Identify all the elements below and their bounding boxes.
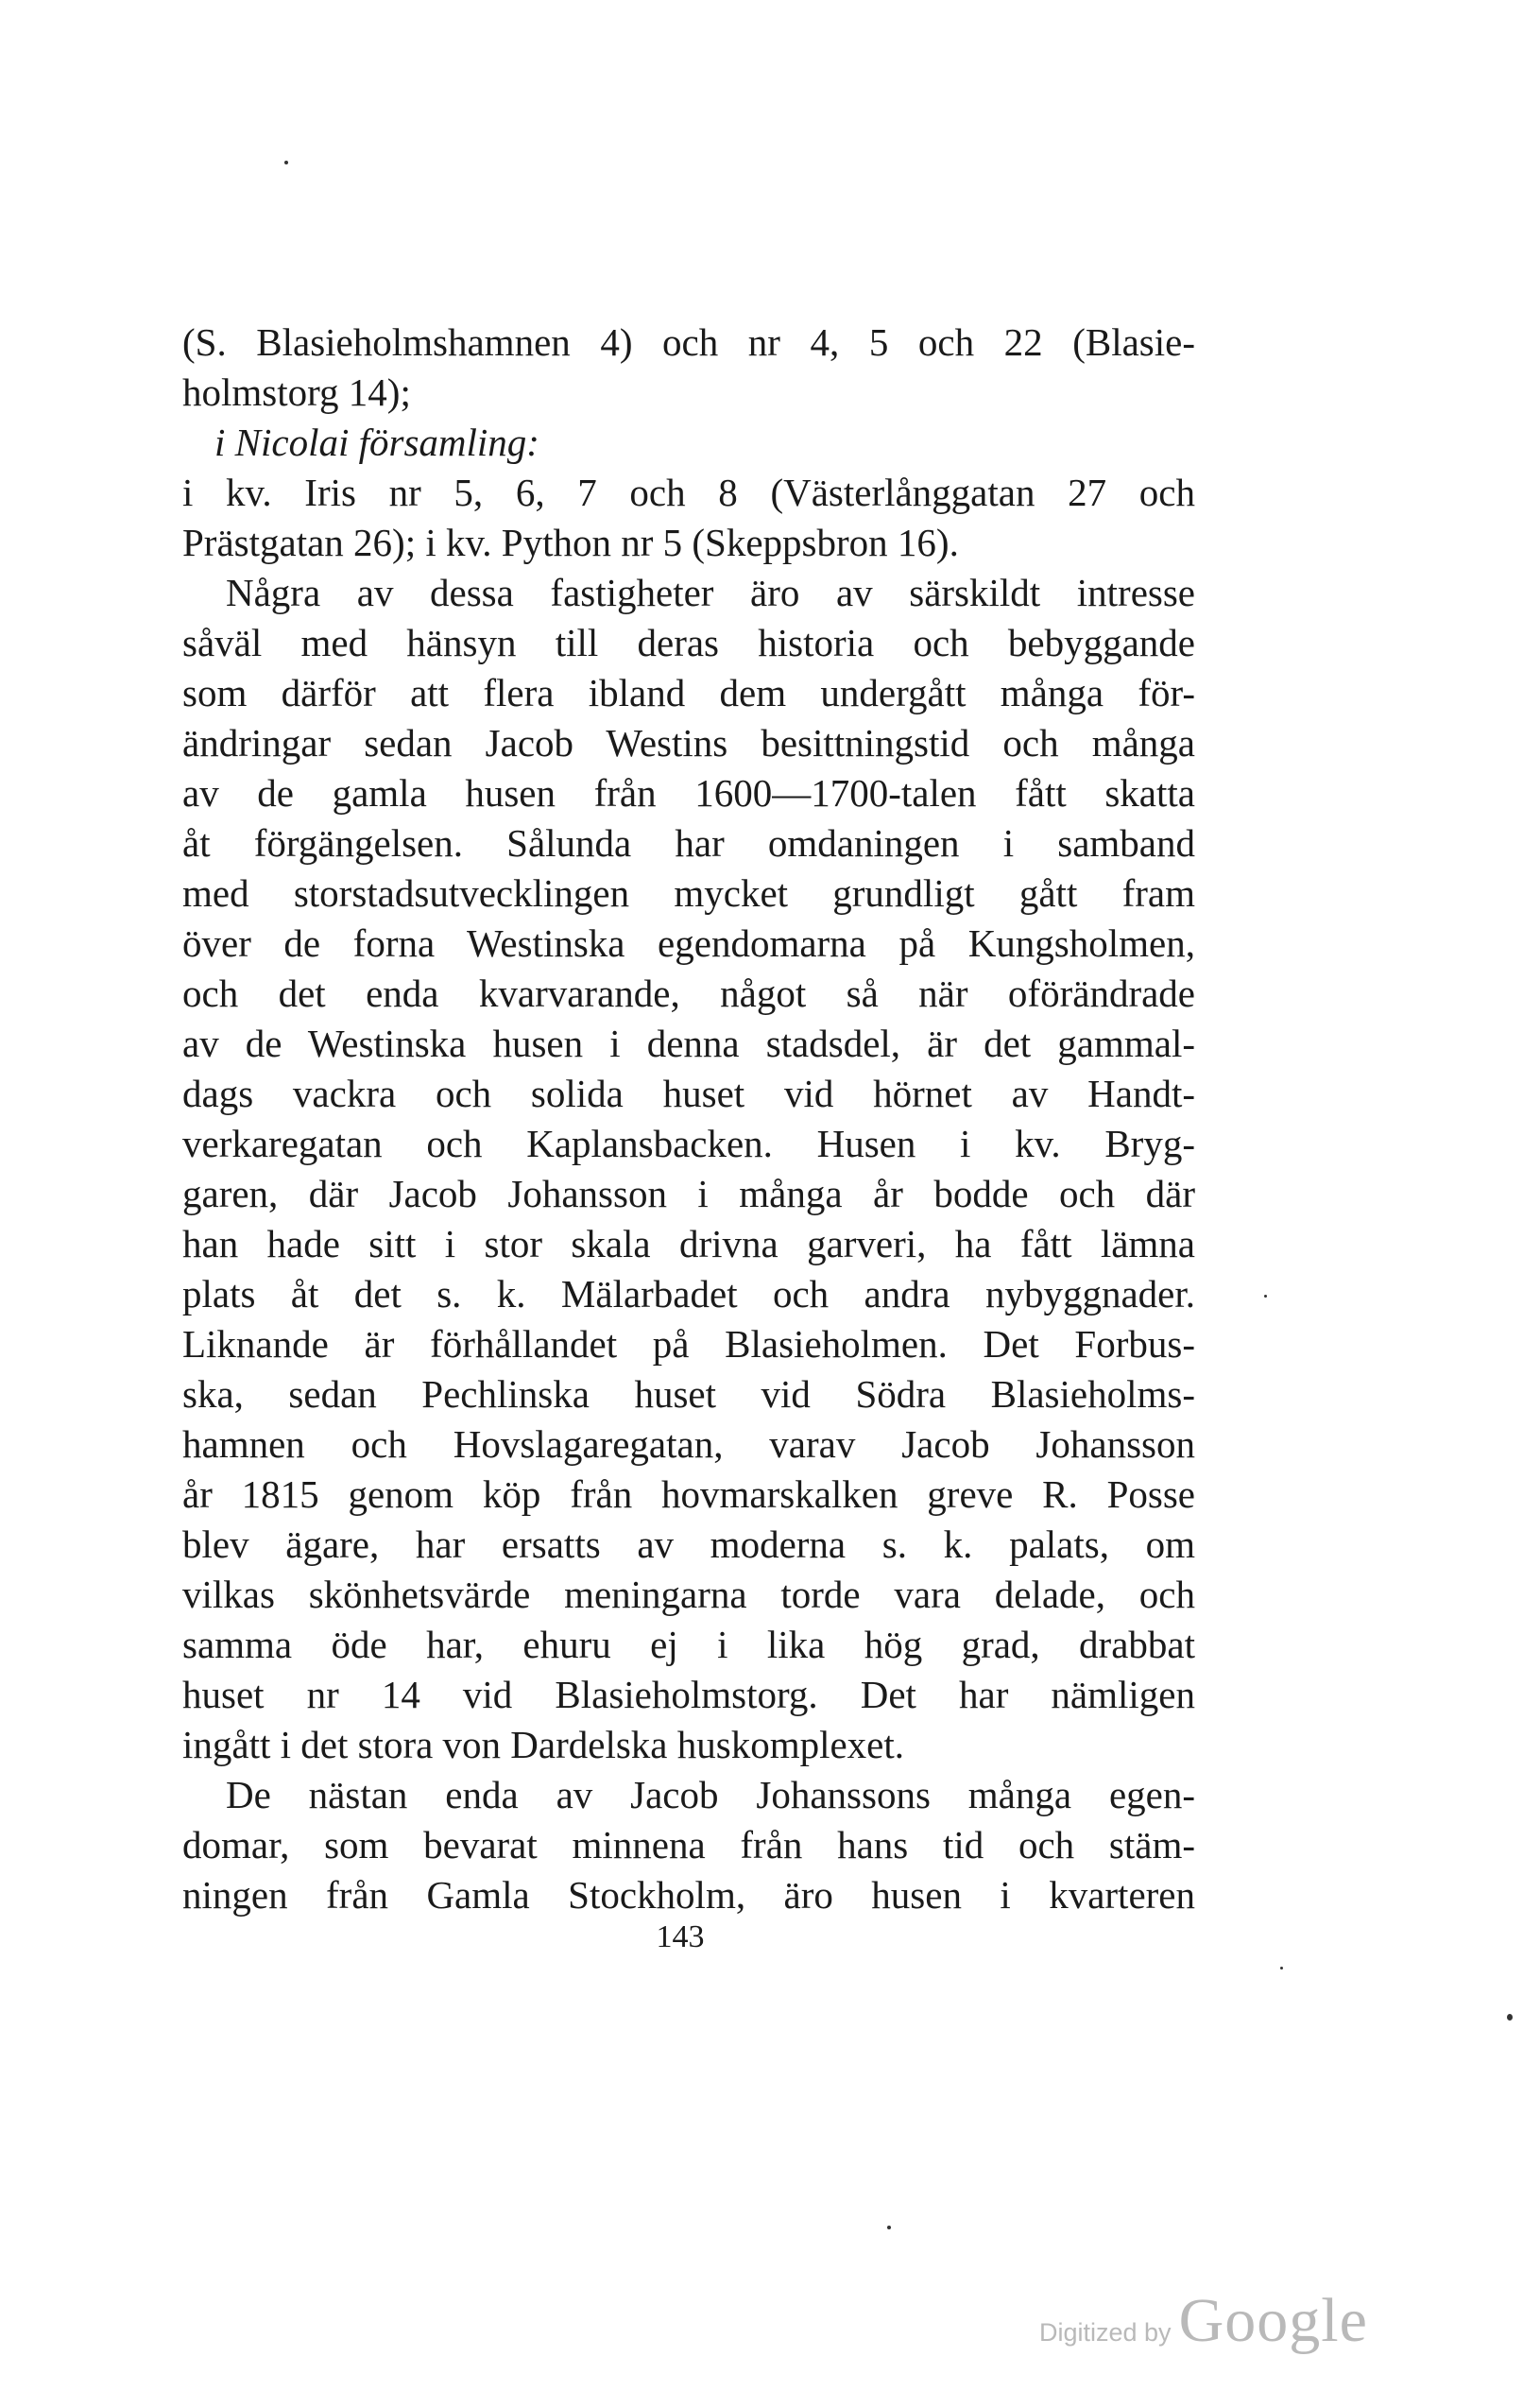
digitized-by-google-watermark <box>1039 2285 1368 2361</box>
page-number: 143 <box>656 1919 705 1954</box>
text-line: ska, sedan Pechlinska huset vid Södra Blasieholms- <box>182 1372 1195 1416</box>
text-line: han hade sitt i stor skala drivna garveri, ha fått lämna <box>182 1222 1195 1265</box>
text-line: ingått i det stora von Dardelska huskomplexet. <box>182 1723 905 1766</box>
text-line: vilkas skönhetsvärde meningarna torde vara delade, och <box>182 1573 1195 1616</box>
text-line: hamnen och Hovslagaregatan, varav Jacob Johansson <box>182 1422 1195 1466</box>
paragraph-start-line: Några av dessa fastigheter äro av särskildt intresse <box>226 571 1195 614</box>
text-line: med storstadsutvecklingen mycket grundligt gått fram <box>182 871 1195 915</box>
text-line: (S. Blasieholmshamnen 4) och nr 4, 5 och 22 (Blasie- <box>182 320 1195 364</box>
text-line: av de gamla husen från 1600—1700-talen fått skatta <box>182 771 1195 815</box>
body-text <box>182 318 1195 1920</box>
text-line: som därför att flera ibland dem undergått många för- <box>182 671 1195 714</box>
text-line: såväl med hänsyn till deras historia och bebyggande <box>182 621 1195 664</box>
text-line: år 1815 genom köp från hovmarskalken greve R. Posse <box>182 1472 1195 1516</box>
text-line: ändringar sedan Jacob Westins besittningstid och många <box>182 721 1195 765</box>
google-logo-text: Google <box>1178 2286 1368 2355</box>
text-line: dags vackra och solida huset vid hörnet av Handt- <box>182 1072 1195 1115</box>
text-line: huset nr 14 vid Blasieholmstorg. Det har nämligen <box>182 1673 1195 1716</box>
watermark-prefix: Digitized by <box>1039 2318 1172 2347</box>
text-line: åt förgängelsen. Sålunda har omdaningen i samband <box>182 821 1195 865</box>
text-line: Liknande är förhållandet på Blasieholmen. Det Forbus- <box>182 1322 1195 1366</box>
parish-heading: i Nicolai församling: <box>214 421 539 464</box>
scan-speck <box>1264 1295 1267 1298</box>
text-line: i kv. Iris nr 5, 6, 7 och 8 (Västerlånggatan 27 och <box>182 471 1195 514</box>
text-line: över de forna Westinska egendomarna på Kungsholmen, <box>182 921 1195 965</box>
text-line: garen, där Jacob Johansson i många år bodde och där <box>182 1172 1195 1215</box>
text-line: domar, som bevarat minnena från hans tid och stäm- <box>182 1823 1195 1866</box>
text-line: samma öde har, ehuru ej i lika hög grad, drabbat <box>182 1623 1195 1666</box>
text-line: ningen från Gamla Stockholm, äro husen i kvarteren <box>182 1873 1195 1917</box>
text-line: holmstorg 14); <box>182 370 411 414</box>
scan-speck <box>887 2226 891 2229</box>
text-line: blev ägare, har ersatts av moderna s. k. palats, om <box>182 1522 1195 1566</box>
text-line: och det enda kvarvarande, något så när oförändrade <box>182 972 1195 1015</box>
text-line: av de Westinska husen i denna stadsdel, är det gammal- <box>182 1022 1195 1065</box>
scan-speck <box>284 161 288 164</box>
scan-speck <box>1280 1967 1283 1969</box>
paragraph-start-line: De nästan enda av Jacob Johanssons många egen- <box>226 1773 1195 1816</box>
text-line: Prästgatan 26); i kv. Python nr 5 (Skeppsbron 16). <box>182 521 959 564</box>
text-line: plats åt det s. k. Mälarbadet och andra nybyggnader. <box>182 1272 1195 1316</box>
text-line: verkaregatan och Kaplansbacken. Husen i kv. Bryg- <box>182 1122 1195 1165</box>
scan-speck <box>1507 2014 1513 2021</box>
